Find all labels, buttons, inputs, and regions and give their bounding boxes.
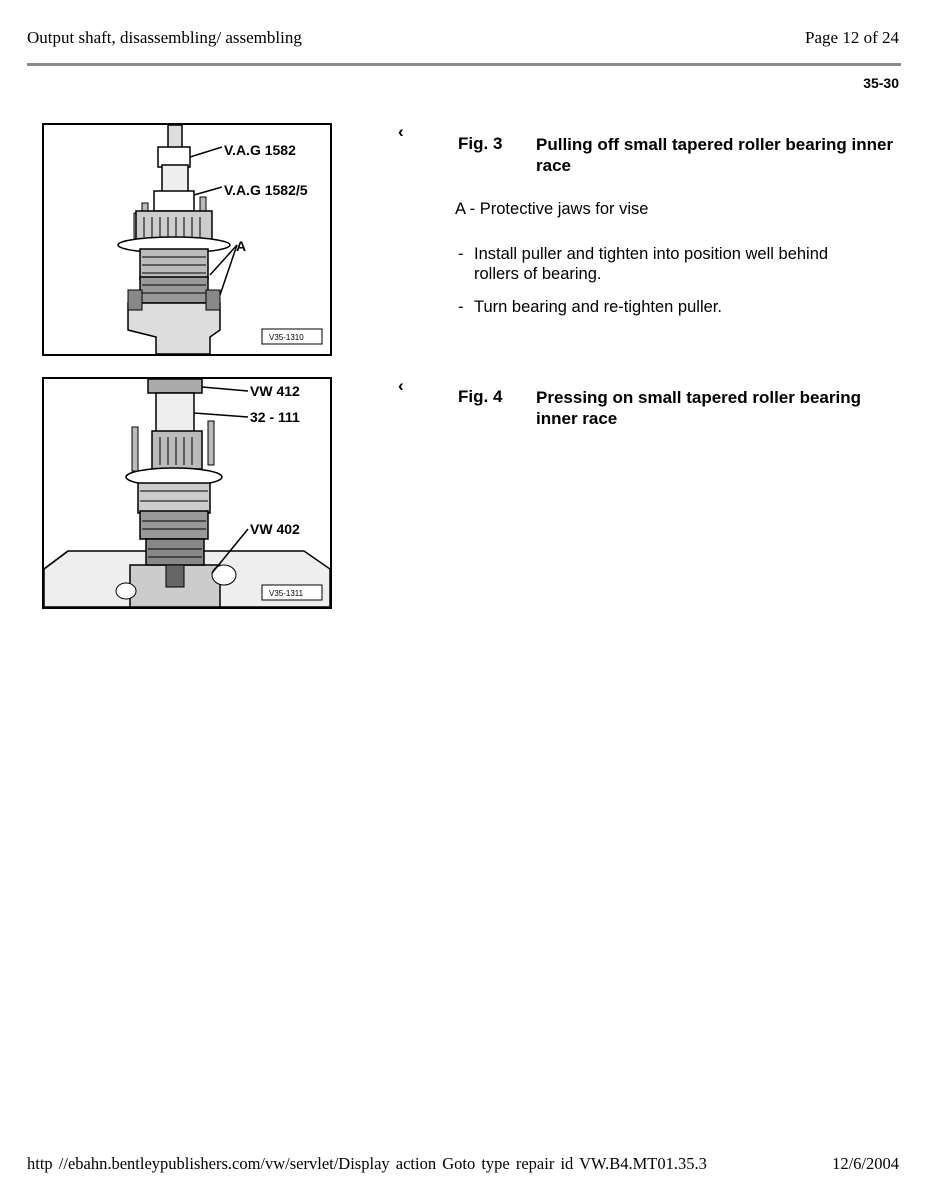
fig3-step-2: - Turn bearing and re-tighten puller. — [458, 297, 874, 317]
fig3-legend: A - Protective jaws for vise — [455, 200, 649, 218]
footer-url: http //ebahn.bentleypublishers.com/vw/servlet/Display action Goto type repair id VW.B4.MT01.35.3 — [27, 1154, 707, 1173]
section-code: 35-30 — [863, 75, 899, 91]
fig3-label-a: A — [236, 238, 247, 254]
fig4-number: Fig. 4 — [458, 387, 503, 406]
fig3-number: Fig. 3 — [458, 134, 503, 153]
fig4-pointer-icon: ‹ — [398, 376, 404, 395]
fig4-label-vw412: VW 412 — [250, 383, 300, 399]
page-number: Page 12 of 24 — [805, 28, 899, 47]
fig3-label-vag1582: V.A.G 1582 — [224, 142, 296, 158]
fig3-step-1: - Install puller and tighten into position well behind rollers of bearing. — [458, 244, 874, 284]
document-title: Output shaft, disassembling/ assembling — [27, 28, 302, 47]
fig4-label-vw402: VW 402 — [250, 521, 300, 537]
fig4-label-32-111: 32 - 111 — [250, 409, 300, 425]
fig4-illustration — [42, 377, 332, 609]
fig3-step-1-text: Install puller and tighten into position well behind rollers of bearing. — [474, 245, 829, 283]
header-divider — [27, 63, 901, 66]
fig4-caption: Pressing on small tapered roller bearing inner race — [536, 388, 861, 428]
fig3-image-code: V35-1310 — [269, 333, 304, 342]
fig4-image-code: V35-1311 — [269, 589, 304, 598]
fig3-illustration — [42, 123, 332, 356]
footer-date: 12/6/2004 — [832, 1154, 899, 1173]
fig3-pointer-icon: ‹ — [398, 122, 404, 141]
fig3-label-vag1582-5: V.A.G 1582/5 — [224, 182, 308, 198]
fig3-caption: Pulling off small tapered roller bearing inner race — [536, 135, 894, 175]
fig3-step-2-text: Turn bearing and re-tighten puller. — [474, 298, 722, 316]
